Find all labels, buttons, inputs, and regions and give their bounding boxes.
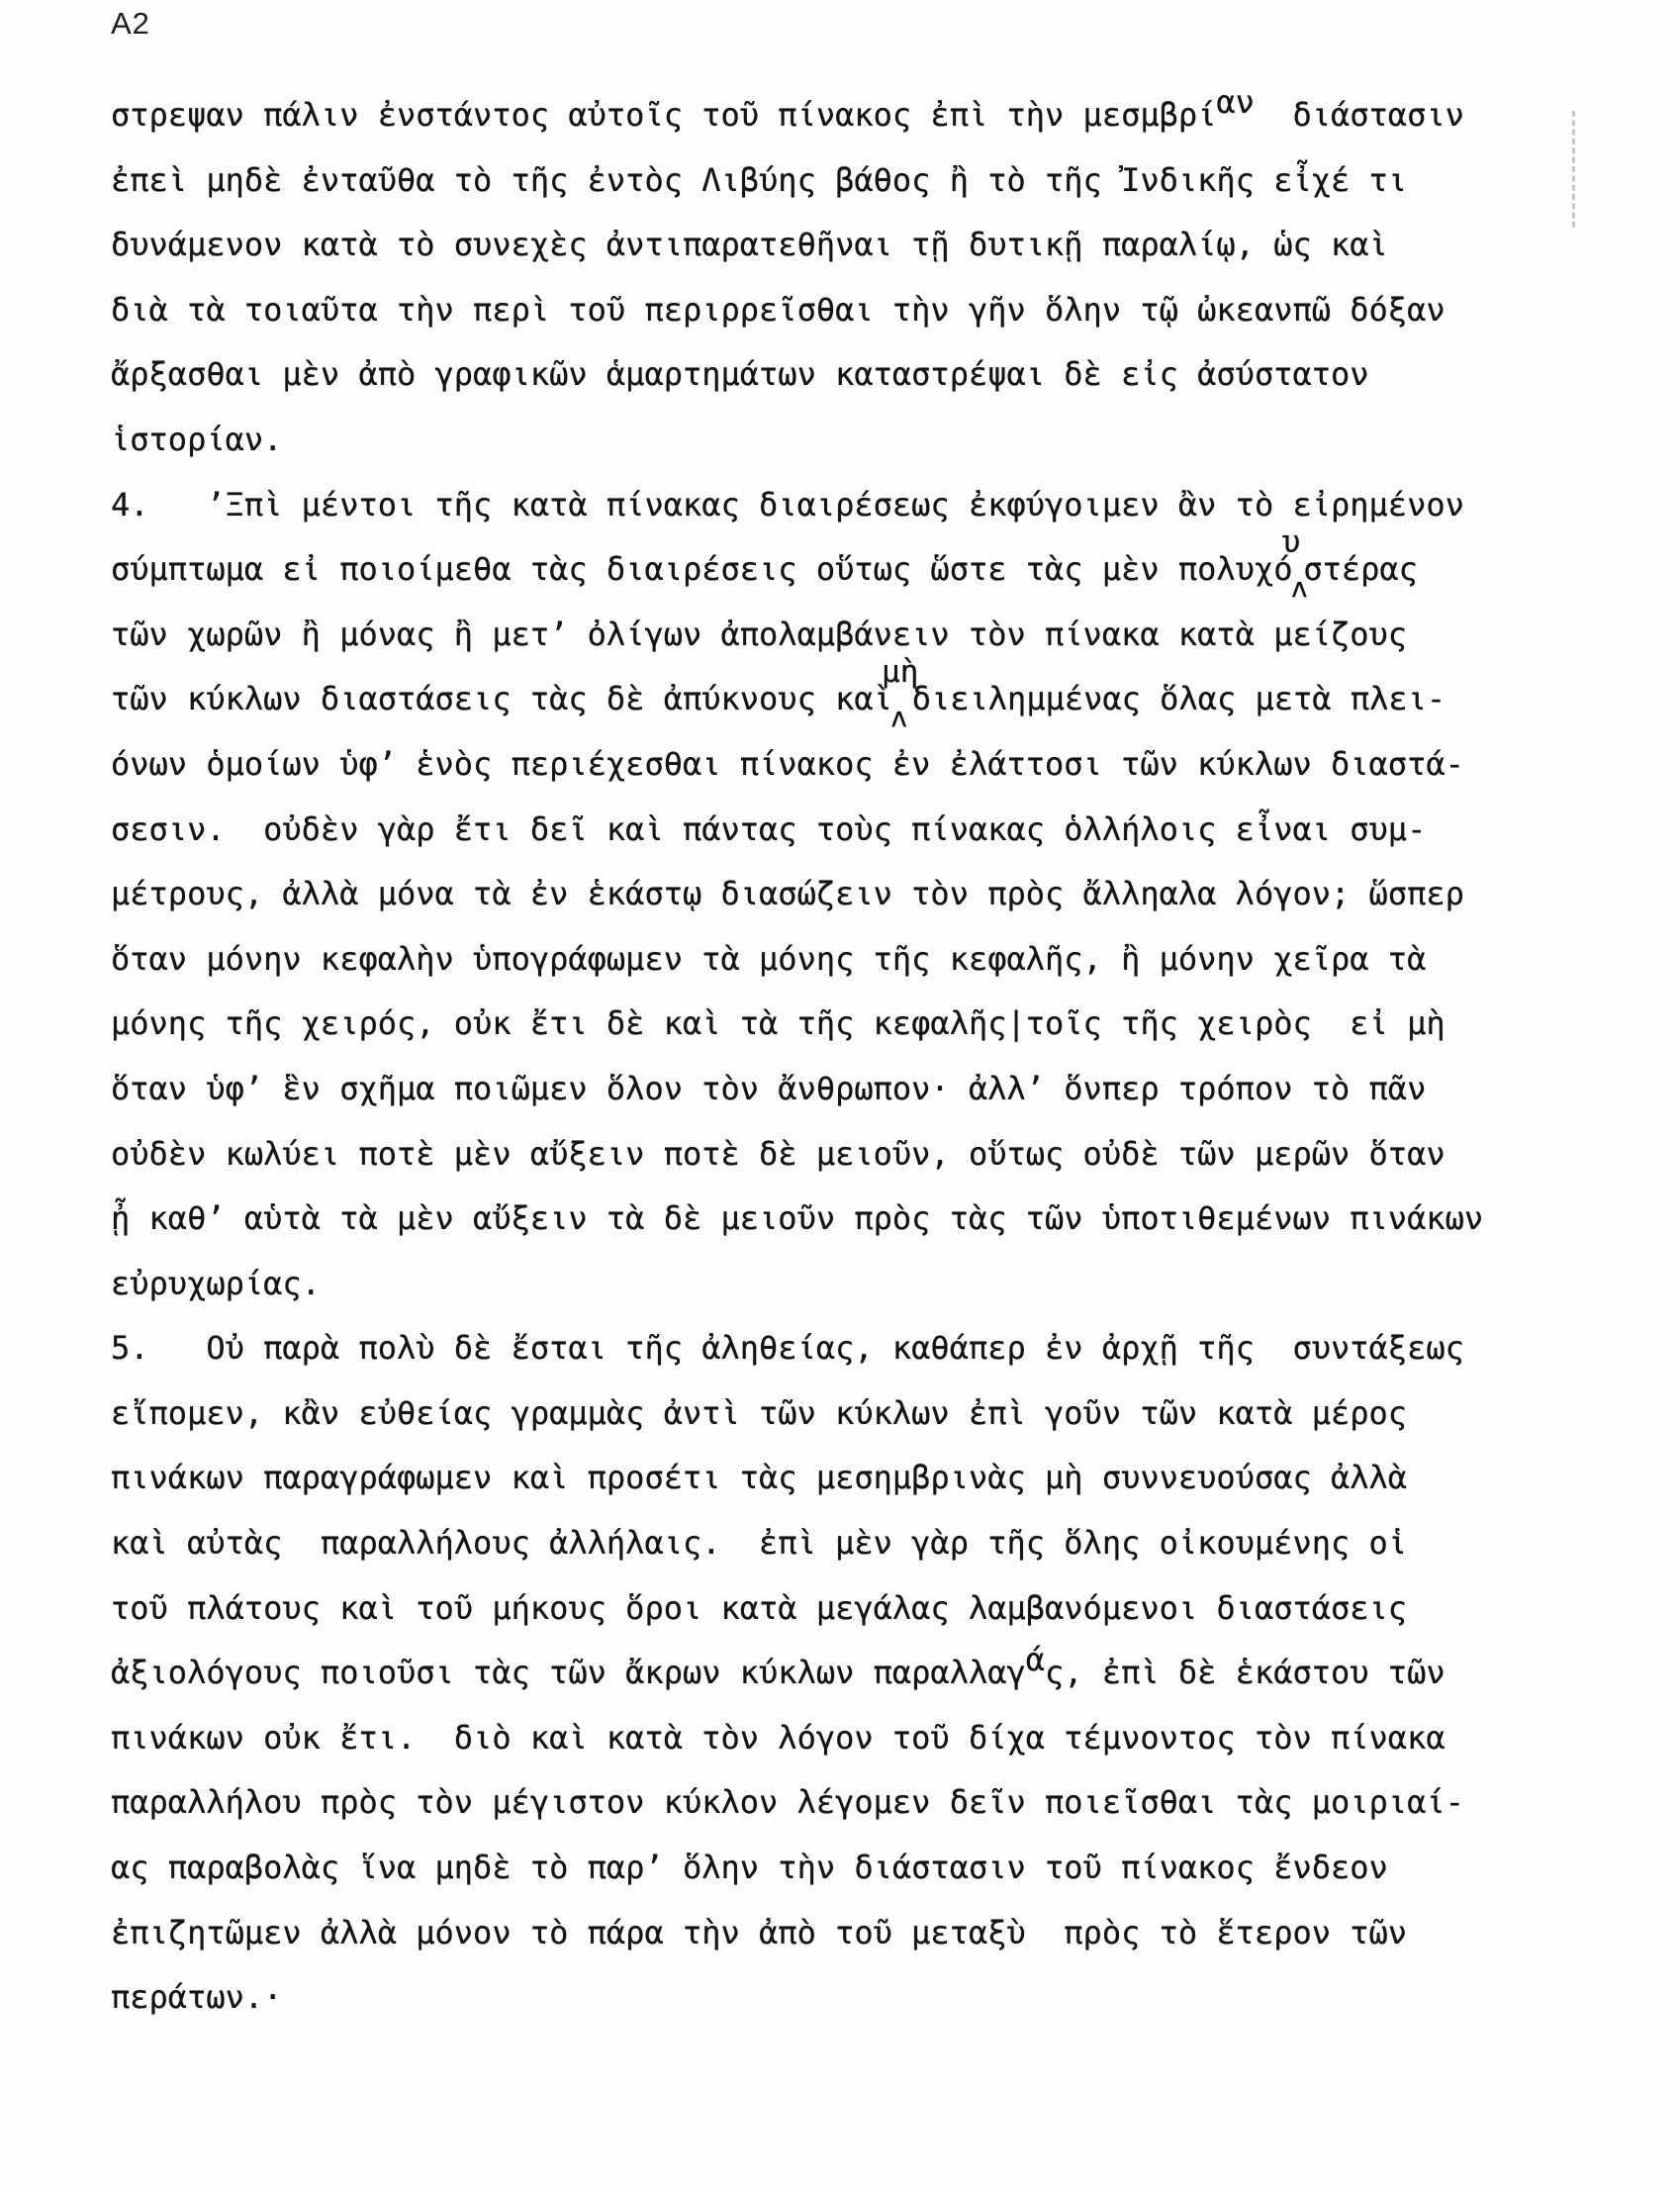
line-segment: στρεψαν πάλιν ἐνστάντος αὐτοῖς τοῦ πίνακος ἐπὶ τὴν μεσμβρί bbox=[111, 96, 1217, 134]
raised-correction: ά bbox=[1025, 1640, 1046, 1678]
text-line: ἄρξασθαι μὲν ἀπὸ γραφικῶν ἁμαρτημάτων καταστρέψαι δὲ εἰς ἀσύστατον bbox=[111, 355, 1369, 394]
line-segment: ἀξιολόγους ποιοῦσι τὰς τῶν ἄκρων κύκλων παραλλαγ bbox=[111, 1654, 1026, 1692]
line-segment: στέρας bbox=[1303, 550, 1418, 589]
inserted-text-above: μὴ bbox=[882, 653, 919, 690]
text-line bbox=[111, 523, 1595, 605]
text-line: ὅταν ὑφ’ ἓν σχῆμα ποιῶμεν ὅλον τὸν ἄνθρωπον· ἀλλ’ ὅνπερ τρόπον τὸ πᾶν bbox=[111, 1069, 1427, 1107]
text-line: εὐρυχωρίας. bbox=[111, 1264, 321, 1302]
text-line: ἐπεὶ μηδὲ ἐνταῦθα τὸ τῆς ἐντὸς Λιβύης βάθος ἢ τὸ τῆς Ἰνδικῆς εἶχέ τι bbox=[111, 160, 1408, 199]
insertion-caret: ʌ bbox=[1291, 573, 1308, 605]
line-segment: διειλημμένας ὅλας μετὰ πλει- bbox=[911, 680, 1447, 718]
text-line: ἱστορίαν. bbox=[111, 420, 283, 458]
line-segment: διάστασιν bbox=[1254, 96, 1464, 134]
text-line: πινάκων παραγράφωμεν καὶ προσέτι τὰς μεσημβρινὰς μὴ συννευούσας ἀλλὰ bbox=[111, 1459, 1408, 1497]
text-line: καὶ αὐτὰς παραλλήλους ἀλλήλαις. ἐπὶ μὲν γὰρ τῆς ὅλης οἰκουμένης οἱ bbox=[111, 1524, 1408, 1563]
text-line section-4-start: 4. ’Ξπὶ μέντοι τῆς κατὰ πίνακας διαιρέσεως ἐκφύγοιμεν ἂν τὸ εἰρημένον bbox=[111, 485, 1464, 523]
page-number-label: A2 bbox=[111, 6, 150, 41]
text-line: εἴπομεν, κἂν εὐθείας γραμμὰς ἀντὶ τῶν κύκλων ἐπὶ γοῦν τῶν κατὰ μέρος bbox=[111, 1393, 1408, 1432]
text-line: ἐπιζητῶμεν ἀλλὰ μόνον τὸ πάρα τὴν ἀπὸ τοῦ μεταξὺ πρὸς τὸ ἕτερον τῶν bbox=[111, 1913, 1408, 1951]
line-segment: τῶν κύκλων διαστάσεις τὰς δὲ ἀπύκνους καὶ bbox=[111, 680, 892, 718]
raised-correction: αν bbox=[1216, 82, 1255, 121]
text-line: πινάκων οὐκ ἔτι. διὸ καὶ κατὰ τὸν λόγον τοῦ δίχα τέμνοντος τὸν πίνακα bbox=[111, 1718, 1446, 1757]
text-line bbox=[111, 83, 1595, 148]
insertion-caret: ʌ bbox=[890, 703, 907, 734]
text-line: μέτρους, ἀλλὰ μόνα τὰ ἐν ἑκάστῳ διασώζειν τὸν πρὸς ἄλληαλα λόγον; ὥσπερ bbox=[111, 875, 1464, 913]
greek-text-block bbox=[111, 83, 1595, 2031]
line-segment: ς, ἐπὶ δὲ ἑκάστου τῶν bbox=[1045, 1654, 1446, 1692]
text-line section-5-start: 5. Οὐ παρὰ πολὺ δὲ ἔσται τῆς ἀληθείας, καθάπερ ἐν ἀρχῇ τῆς συντάξεως bbox=[111, 1329, 1464, 1368]
text-line: σεσιν. οὐδὲν γὰρ ἔτι δεῖ καὶ πάντας τοὺς πίνακας ὁλλήλοις εἶναι συμ- bbox=[111, 809, 1427, 848]
text-line: παραλλήλου πρὸς τὸν μέγιστον κύκλον λέγομεν δεῖν ποιεῖσθαι τὰς μοιριαί- bbox=[111, 1783, 1464, 1822]
line-segment: σύμπτωμα εἰ ποιοίμεθα τὰς διαιρέσεις οὕτως ὥστε τὰς μὲν πολυχό bbox=[111, 550, 1293, 589]
text-line: δυνάμενον κατὰ τὸ συνεχὲς ἀντιπαρατεθῆναι τῇ δυτικῇ παραλίῳ, ὡς καὶ bbox=[111, 226, 1388, 264]
text-line: μόνης τῆς χειρός, οὐκ ἔτι δὲ καὶ τὰ τῆς κεφαλῆς|τοῖς τῆς χειρὸς εἰ μὴ bbox=[111, 1004, 1446, 1043]
text-line: περάτων.· bbox=[111, 1978, 283, 2017]
text-line: οὐδὲν κωλύει ποτὲ μὲν αὔξειν ποτὲ δὲ μειοῦν, οὕτως οὐδὲ τῶν μερῶν ὅταν bbox=[111, 1134, 1446, 1173]
text-line: διὰ τὰ τοιαῦτα τὴν περὶ τοῦ περιρρεῖσθαι τὴν γῆν ὅλην τῷ ὠκεανπῶ δόξαν bbox=[111, 290, 1446, 329]
text-line: τοῦ πλάτους καὶ τοῦ μήκους ὅροι κατὰ μεγάλας λαμβανόμενοι διαστάσεις bbox=[111, 1588, 1408, 1627]
text-line: όνων ὁμοίων ὑφ’ ἑνὸς περιέχεσθαι πίνακος ἐν ἐλάττοσι τῶν κύκλων διαστά- bbox=[111, 744, 1464, 783]
text-line bbox=[111, 1641, 1595, 1706]
inserted-text-above: υ bbox=[1281, 523, 1301, 560]
text-line: ας παραβολὰς ἵνα μηδὲ τὸ παρ’ ὅλην τὴν διάστασιν τοῦ πίνακος ἔνδεον bbox=[111, 1849, 1388, 1887]
text-line: ὅταν μόνην κεφαλὴν ὑπογράφωμεν τὰ μόνης τῆς κεφαλῆς, ἢ μόνην χεῖρα τὰ bbox=[111, 939, 1427, 978]
text-line: τῶν χωρῶν ἢ μόνας ἢ μετ’ ὀλίγων ἀπολαμβάνειν τὸν πίνακα κατὰ μείζους bbox=[111, 615, 1408, 653]
text-line bbox=[111, 653, 1595, 734]
text-line: ᾖ καθ’ αὑτὰ τὰ μὲν αὔξειν τὰ δὲ μειοῦν πρὸς τὰς τῶν ὑποτιθεμένων πινάκων bbox=[111, 1199, 1484, 1238]
